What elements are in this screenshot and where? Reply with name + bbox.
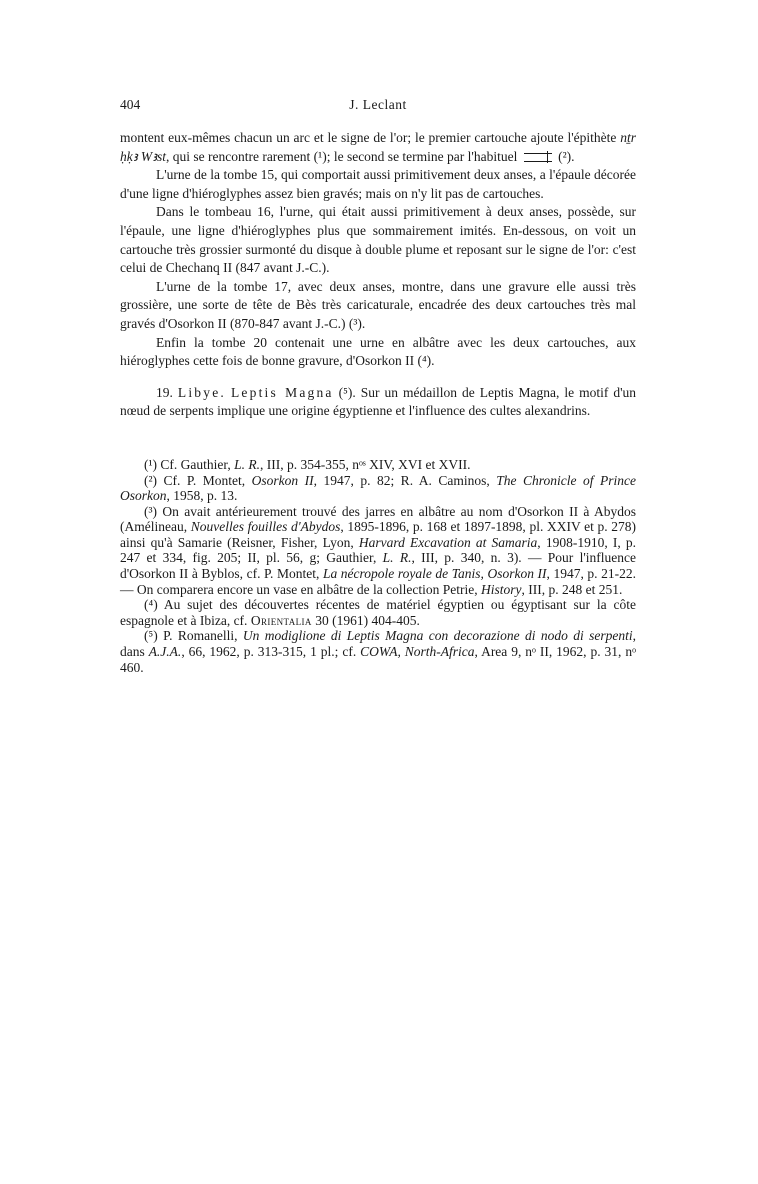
paragraph-tomb-17: L'urne de la tombe 17, avec deux anses, montre, dans une gravure elle aussi très grossière, une sorte de tête de Bès très caricaturale, encadrée des deux cartouches très mal gravés d'Osorkon II (870-847 avant J.-C.) (³). — [120, 278, 636, 331]
main-text — [120, 129, 636, 421]
footnote-2: (²) Cf. P. Montet, Osorkon II, 1947, p. 82; R. A. Caminos, The Chronicle of Prince Osorkon, 1958, p. 13. — [120, 472, 636, 504]
running-head: J. Leclant — [349, 97, 407, 112]
section-heading-leptis: Leptis Magna — [230, 384, 334, 400]
section-number: 19. — [156, 384, 173, 400]
footnotes — [120, 457, 636, 675]
section-heading-libye: Libye. — [177, 384, 226, 400]
footnote-5: (⁵) P. Romanelli, Un modiglione di Leptis Magna con decorazione di nodo di serpenti, dans A.J.A., 66, 1962, p. 313-315, 1 pl.; cf. COWA, North-Africa, Area 9, nᵒ II, 1962, p. 31, nᵒ 460. — [120, 628, 636, 675]
paragraph-tomb-16: Dans le tombeau 16, l'urne, qui était aussi primitivement à deux anses, possède, sur l'épaule, une ligne d'hiéroglyphes plus que sommairement imités. En-dessous, on voit un cartouche très grossier surmonté du disque à double plume et reposant sur le signe de l'or: c'est celui de Chechanq II (847 avant J.-C.). — [120, 204, 636, 276]
footnote-4: (⁴) Au sujet des découvertes récentes de matériel égyptien ou égyptisant sur la côte espagnole et à Ibiza, cf. Orientalia 30 (1961) 404-405. — [120, 597, 636, 628]
section-19: 19. Libye. Leptis Magna (⁵). Sur un médaillon de Leptis Magna, le motif d'un nœud de serpents implique une origine égyptienne et l'influence des cultes alexandrins. — [120, 384, 637, 419]
page-header — [120, 97, 636, 121]
paragraph-cartouches: montent eux-mêmes chacun un arc et le signe de l'or; le premier cartouche ajoute l'épithète nṯr ḥḳꜣ Wꜣst, qui se rencontre rarement (¹); le second se termine par l'habituel (²). — [120, 130, 636, 164]
page-number: 404 — [120, 97, 141, 112]
paragraph-tomb-15: L'urne de la tombe 15, qui comportait aussi primitivement deux anses, a l'épaule décorée d'une ligne d'hiéroglyphes assez bien gravés; mais on n'y lit pas de cartouches. — [120, 167, 636, 201]
document-page — [120, 97, 636, 675]
transliteration: nṯr ḥḳꜣ Wꜣst — [120, 130, 636, 164]
footnote-1: (¹) Cf. Gauthier, L. R., III, p. 354-355, nᵒˢ XIV, XVI et XVII. — [144, 456, 471, 472]
hieroglyph-sign-icon — [524, 153, 552, 162]
paragraph-tomb-20: Enfin la tombe 20 contenait une urne en albâtre avec les deux cartouches, aux hiéroglyphes cette fois de bonne gravure, d'Osorkon II (⁴). — [120, 334, 636, 369]
footnote-3: (³) On avait antérieurement trouvé des jarres en albâtre au nom d'Osorkon II à Abydos (Amélineau, Nouvelles fouilles d'Abydos, 1895-1896, p. 168 et 1897-1898, pl. XXIV et p. 278) ainsi qu'à Samarie (Reisner, Fisher, Lyon, Harvard Excavation at Samaria, 1908-1910, I, p. 247 et 334, fig. 205; II, pl. 56, g; Gauthier, L. R., III, p. 340, n. 3). — Pour l'influence d'Osorkon II à Byblos, cf. P. Montet, La nécropole royale de Tanis, Osorkon II, 1947, p. 21-22. — On comparera encore un vase en albâtre de la collection Petrie, History, III, p. 248 et 251. — [120, 503, 636, 597]
